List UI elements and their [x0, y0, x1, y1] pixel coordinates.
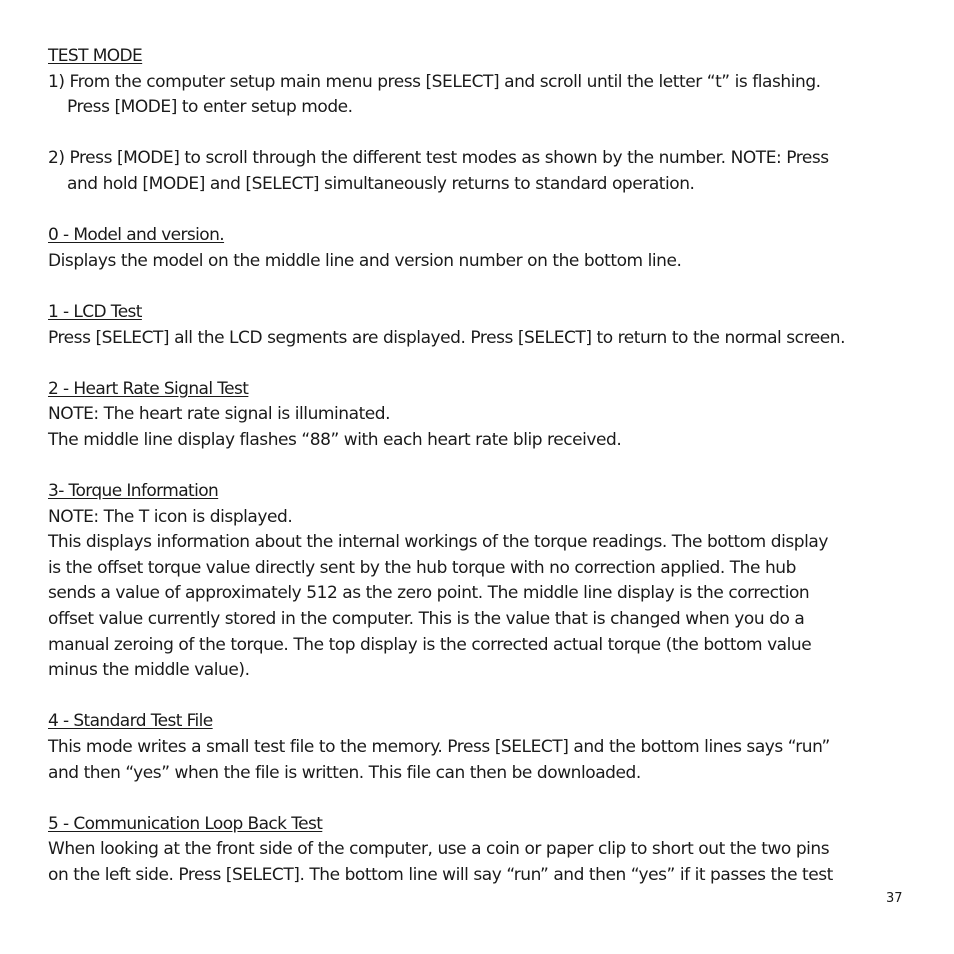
mode5-line: on the left side. Press [SELECT]. The bottom line will say “run” and then “yes” if it passes the test: [48, 865, 833, 885]
spacer: [48, 351, 910, 377]
manual-page: [48, 44, 910, 889]
mode3-line: is the offset torque value directly sent by the hub torque with no correction applied. The hub: [48, 557, 796, 578]
spacer: [48, 121, 910, 147]
step1-line2: Press [MODE] to enter setup mode.: [67, 97, 353, 118]
mode4-line: and then “yes” when the file is written. This file can then be downloaded.: [48, 762, 641, 783]
mode0-line: Displays the model on the middle line and version number on the bottom line.: [48, 250, 682, 271]
spacer: [48, 198, 910, 224]
spacer: [48, 454, 910, 480]
page-number: 37: [886, 891, 903, 906]
step2-line1: 2) Press [MODE] to scroll through the different test modes as shown by the number. NOTE: Press: [48, 148, 829, 169]
spacer: [48, 684, 910, 710]
mode0-heading: 0 - Model and version.: [48, 225, 225, 246]
test-mode-heading: TEST MODE: [48, 46, 143, 66]
mode5-line: When looking at the front side of the computer, use a coin or paper clip to short out the two pins: [48, 839, 830, 860]
mode3-line: offset value currently stored in the computer. This is the value that is changed when you do a: [48, 609, 805, 630]
mode2-line: NOTE: The heart rate signal is illuminated.: [48, 404, 391, 425]
mode3-line: minus the middle value).: [48, 660, 250, 681]
mode3-line: sends a value of approximately 512 as the zero point. The middle line display is the correction: [48, 583, 810, 604]
mode3-line: manual zeroing of the torque. The top display is the corrected actual torque (the bottom value: [48, 634, 812, 655]
mode3-heading: 3- Torque Information: [48, 481, 219, 502]
mode3-line: NOTE: The T icon is displayed.: [48, 506, 293, 527]
mode1-line: Press [SELECT] all the LCD segments are displayed. Press [SELECT] to return to the normal screen.: [48, 327, 846, 348]
mode1-heading: 1 - LCD Test: [48, 301, 142, 322]
mode4-line: This mode writes a small test file to the memory. Press [SELECT] and the bottom lines says “run”: [48, 737, 830, 758]
mode2-line: The middle line display flashes “88” with each heart rate blip received.: [48, 429, 622, 450]
mode2-heading: 2 - Heart Rate Signal Test: [48, 378, 249, 399]
mode4-heading: 4 - Standard Test File: [48, 711, 213, 732]
mode3-line: This displays information about the internal workings of the torque readings. The bottom display: [48, 532, 828, 553]
step1-line1: 1) From the computer setup main menu press [SELECT] and scroll until the letter “t” is flashing.: [48, 71, 821, 92]
spacer: [48, 274, 910, 300]
step2-line2: and hold [MODE] and [SELECT] simultaneously returns to standard operation.: [67, 173, 695, 194]
mode5-heading: 5 - Communication Loop Back Test: [48, 813, 323, 834]
spacer: [48, 786, 910, 812]
